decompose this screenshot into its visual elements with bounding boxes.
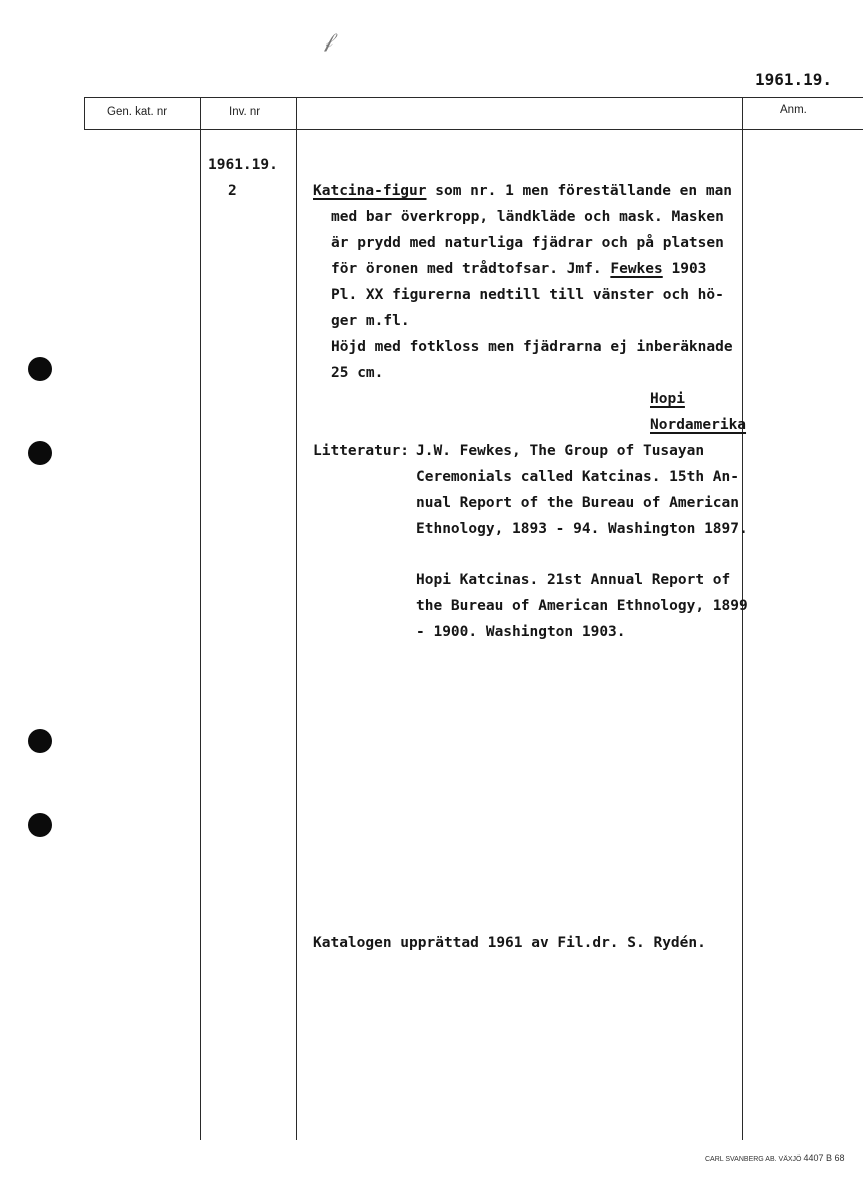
object-title: Katcina-figur <box>313 183 427 199</box>
col-divider-3 <box>742 97 743 1140</box>
description-text: för öronen med trådtofsar. Jmf. <box>331 261 611 277</box>
description-line-7: Höjd med fotkloss men fjädrarna ej inberäknade <box>331 339 733 355</box>
punch-hole <box>28 729 52 753</box>
pencil-mark: 𝒻 <box>324 28 333 52</box>
col-divider-2 <box>296 97 297 1140</box>
description-text: som nr. 1 men föreställande en man <box>426 183 733 199</box>
description-line-3: är prydd med naturliga fjädrar och på platsen <box>331 235 724 251</box>
literature-ref2-line1: Hopi Katcinas. 21st Annual Report of <box>416 572 731 588</box>
description-line-4 <box>331 261 706 277</box>
literature-ref2-line3: - 1900. Washington 1903. <box>416 624 626 640</box>
printer-name: CARL SVANBERG AB. VÄXJÖ <box>705 1156 802 1163</box>
punch-hole <box>28 357 52 381</box>
punch-hole <box>28 813 52 837</box>
literature-ref1-line4: Ethnology, 1893 - 94. Washington 1897. <box>416 521 748 537</box>
literature-ref1-line3: nual Report of the Bureau of American <box>416 495 740 511</box>
description-text: 1903 <box>662 261 707 277</box>
item-number: 2 <box>228 183 237 199</box>
description-line-6: ger m.fl. <box>331 313 410 329</box>
literature-ref1-line2: Ceremonials called Katcinas. 15th An- <box>416 469 740 485</box>
col-header-gen-kat-nr: Gen. kat. nr <box>107 106 168 118</box>
inv-series: 1961.19. <box>208 157 278 173</box>
col-header-anm: Anm. <box>780 104 807 116</box>
col-divider-1 <box>200 97 201 1140</box>
col-header-inv-nr: Inv. nr <box>229 106 261 118</box>
description-line-8: 25 cm. <box>331 365 384 381</box>
region-continent: Nordamerika <box>650 417 747 433</box>
col-divider-left <box>84 97 85 130</box>
catalog-note: Katalogen upprättad 1961 av Fil.dr. S. Rydén. <box>313 935 706 951</box>
punch-hole <box>28 441 52 465</box>
literature-ref1-line1: J.W. Fewkes, The Group of Tusayan <box>416 443 705 459</box>
description-line-1 <box>313 183 732 199</box>
region-tribe: Hopi <box>650 391 685 407</box>
literature-ref2-line2: the Bureau of American Ethnology, 1899 <box>416 598 748 614</box>
form-code: 4407 B 68 <box>803 1153 845 1163</box>
literature-label: Litteratur: <box>313 443 410 459</box>
description-line-5: Pl. XX figurerna nedtill till vänster och hö- <box>331 287 724 303</box>
reference-author: Fewkes <box>610 261 663 277</box>
sheet-number: 1961.19. <box>755 70 833 89</box>
description-line-2: med bar överkropp, ländkläde och mask. Masken <box>331 209 724 225</box>
printer-imprint <box>705 1153 844 1163</box>
